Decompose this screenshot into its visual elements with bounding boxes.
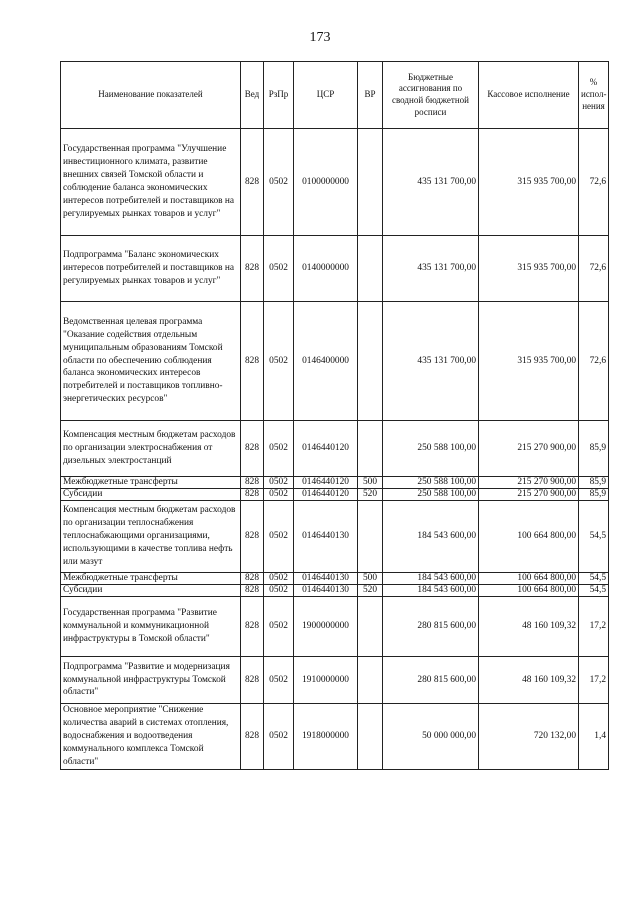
row-csr: 1900000000 bbox=[294, 597, 358, 657]
row-cash: 100 664 800,00 bbox=[479, 585, 579, 597]
table-row bbox=[61, 704, 609, 770]
row-rzpr: 0502 bbox=[264, 302, 294, 421]
header-vr: ВР bbox=[358, 62, 383, 129]
row-vr: 520 bbox=[358, 585, 383, 597]
table-row bbox=[61, 597, 609, 657]
row-name: Основное мероприятие "Снижение количества аварий в системах отопления, водоснабжения и водоотведения коммунального комплекса Томской области" bbox=[61, 704, 241, 770]
row-rzpr: 0502 bbox=[264, 657, 294, 704]
row-name: Компенсация местным бюджетам расходов по организации теплоснабжения теплоснабжающими организациями, использующими в качестве топлива нефть или мазут bbox=[61, 501, 241, 573]
row-ved: 828 bbox=[241, 657, 264, 704]
row-ved: 828 bbox=[241, 477, 264, 489]
row-rzpr: 0502 bbox=[264, 129, 294, 236]
row-vr bbox=[358, 501, 383, 573]
row-cash: 720 132,00 bbox=[479, 704, 579, 770]
row-name: Государственная программа "Развитие коммунальной и коммуникационной инфраструктуры в Томской области" bbox=[61, 597, 241, 657]
row-ved: 828 bbox=[241, 302, 264, 421]
row-cash: 315 935 700,00 bbox=[479, 236, 579, 302]
table-row bbox=[61, 489, 609, 501]
row-budget: 184 543 600,00 bbox=[383, 573, 479, 585]
row-budget: 184 543 600,00 bbox=[383, 501, 479, 573]
row-percent: 54,5 bbox=[579, 501, 609, 573]
row-name: Государственная программа "Улучшение инвестиционного климата, развитие внешних связей Томской области и соблюдение баланса экономических интересов потребителей и поставщиков на регулируемых рынках товаров и услуг" bbox=[61, 129, 241, 236]
row-budget: 50 000 000,00 bbox=[383, 704, 479, 770]
row-name: Межбюджетные трансферты bbox=[61, 477, 241, 489]
row-budget: 435 131 700,00 bbox=[383, 302, 479, 421]
row-budget: 435 131 700,00 bbox=[383, 129, 479, 236]
table-row bbox=[61, 236, 609, 302]
row-cash: 100 664 800,00 bbox=[479, 573, 579, 585]
row-percent: 54,5 bbox=[579, 585, 609, 597]
row-cash: 215 270 900,00 bbox=[479, 489, 579, 501]
row-percent: 72,6 bbox=[579, 236, 609, 302]
header-budget: Бюджетные ассигнования по сводной бюджетной росписи bbox=[383, 62, 479, 129]
header-cash: Кассовое исполнение bbox=[479, 62, 579, 129]
row-percent: 54,5 bbox=[579, 573, 609, 585]
row-csr: 0146440120 bbox=[294, 489, 358, 501]
header-csr: ЦСР bbox=[294, 62, 358, 129]
table-row bbox=[61, 477, 609, 489]
row-rzpr: 0502 bbox=[264, 236, 294, 302]
row-budget: 280 815 600,00 bbox=[383, 657, 479, 704]
row-ved: 828 bbox=[241, 236, 264, 302]
row-percent: 1,4 bbox=[579, 704, 609, 770]
header-rzpr: РзПр bbox=[264, 62, 294, 129]
row-vr bbox=[358, 657, 383, 704]
row-cash: 100 664 800,00 bbox=[479, 501, 579, 573]
row-csr: 0146400000 bbox=[294, 302, 358, 421]
row-percent: 85,9 bbox=[579, 489, 609, 501]
row-csr: 0146440120 bbox=[294, 421, 358, 477]
table-row bbox=[61, 573, 609, 585]
row-ved: 828 bbox=[241, 585, 264, 597]
row-percent: 85,9 bbox=[579, 477, 609, 489]
row-budget: 250 588 100,00 bbox=[383, 489, 479, 501]
table-row bbox=[61, 657, 609, 704]
row-vr bbox=[358, 704, 383, 770]
row-cash: 48 160 109,32 bbox=[479, 597, 579, 657]
row-percent: 17,2 bbox=[579, 657, 609, 704]
table-row bbox=[61, 302, 609, 421]
row-vr bbox=[358, 302, 383, 421]
row-name: Ведомственная целевая программа "Оказание содействия отдельным муниципальным образованиям Томской области по обеспечению соблюдения баланса экономических интересов потребителей и поставщиков топливно-энергетических ресурсов" bbox=[61, 302, 241, 421]
table-row bbox=[61, 501, 609, 573]
row-budget: 250 588 100,00 bbox=[383, 421, 479, 477]
row-rzpr: 0502 bbox=[264, 501, 294, 573]
row-ved: 828 bbox=[241, 129, 264, 236]
row-name: Субсидии bbox=[61, 489, 241, 501]
row-rzpr: 0502 bbox=[264, 704, 294, 770]
row-cash: 215 270 900,00 bbox=[479, 477, 579, 489]
row-budget: 184 543 600,00 bbox=[383, 585, 479, 597]
row-name: Подпрограмма "Развитие и модернизация коммунальной инфраструктуры Томской области" bbox=[61, 657, 241, 704]
header-ved: Вед bbox=[241, 62, 264, 129]
row-rzpr: 0502 bbox=[264, 477, 294, 489]
row-cash: 315 935 700,00 bbox=[479, 302, 579, 421]
row-name: Компенсация местным бюджетам расходов по организации электроснабжения от дизельных электростанций bbox=[61, 421, 241, 477]
row-csr: 0146440130 bbox=[294, 585, 358, 597]
row-ved: 828 bbox=[241, 597, 264, 657]
row-rzpr: 0502 bbox=[264, 597, 294, 657]
row-csr: 0140000000 bbox=[294, 236, 358, 302]
row-vr bbox=[358, 236, 383, 302]
row-vr bbox=[358, 129, 383, 236]
row-name: Субсидии bbox=[61, 585, 241, 597]
row-cash: 48 160 109,32 bbox=[479, 657, 579, 704]
row-ved: 828 bbox=[241, 501, 264, 573]
row-cash: 315 935 700,00 bbox=[479, 129, 579, 236]
table-row bbox=[61, 129, 609, 236]
row-rzpr: 0502 bbox=[264, 585, 294, 597]
row-ved: 828 bbox=[241, 704, 264, 770]
row-rzpr: 0502 bbox=[264, 421, 294, 477]
header-percent: % испол-нения bbox=[579, 62, 609, 129]
row-ved: 828 bbox=[241, 421, 264, 477]
row-vr: 500 bbox=[358, 573, 383, 585]
row-budget: 435 131 700,00 bbox=[383, 236, 479, 302]
row-csr: 1910000000 bbox=[294, 657, 358, 704]
row-cash: 215 270 900,00 bbox=[479, 421, 579, 477]
row-csr: 0146440130 bbox=[294, 501, 358, 573]
row-vr bbox=[358, 597, 383, 657]
row-csr: 0146440130 bbox=[294, 573, 358, 585]
table-header-row bbox=[61, 62, 609, 129]
row-ved: 828 bbox=[241, 489, 264, 501]
row-csr: 0100000000 bbox=[294, 129, 358, 236]
row-budget: 280 815 600,00 bbox=[383, 597, 479, 657]
budget-execution-table bbox=[60, 61, 609, 770]
row-vr: 500 bbox=[358, 477, 383, 489]
row-percent: 17,2 bbox=[579, 597, 609, 657]
row-csr: 0146440120 bbox=[294, 477, 358, 489]
row-csr: 1918000000 bbox=[294, 704, 358, 770]
row-vr: 520 bbox=[358, 489, 383, 501]
row-percent: 85,9 bbox=[579, 421, 609, 477]
page-number: 173 bbox=[309, 30, 331, 45]
row-name: Межбюджетные трансферты bbox=[61, 573, 241, 585]
table-row bbox=[61, 585, 609, 597]
row-percent: 72,6 bbox=[579, 302, 609, 421]
row-rzpr: 0502 bbox=[264, 489, 294, 501]
header-name: Наименование показателей bbox=[61, 62, 241, 129]
row-vr bbox=[358, 421, 383, 477]
row-percent: 72,6 bbox=[579, 129, 609, 236]
row-name: Подпрограмма "Баланс экономических интересов потребителей и поставщиков на регулируемых рынках товаров и услуг" bbox=[61, 236, 241, 302]
row-rzpr: 0502 bbox=[264, 573, 294, 585]
table-row bbox=[61, 421, 609, 477]
row-budget: 250 588 100,00 bbox=[383, 477, 479, 489]
row-ved: 828 bbox=[241, 573, 264, 585]
